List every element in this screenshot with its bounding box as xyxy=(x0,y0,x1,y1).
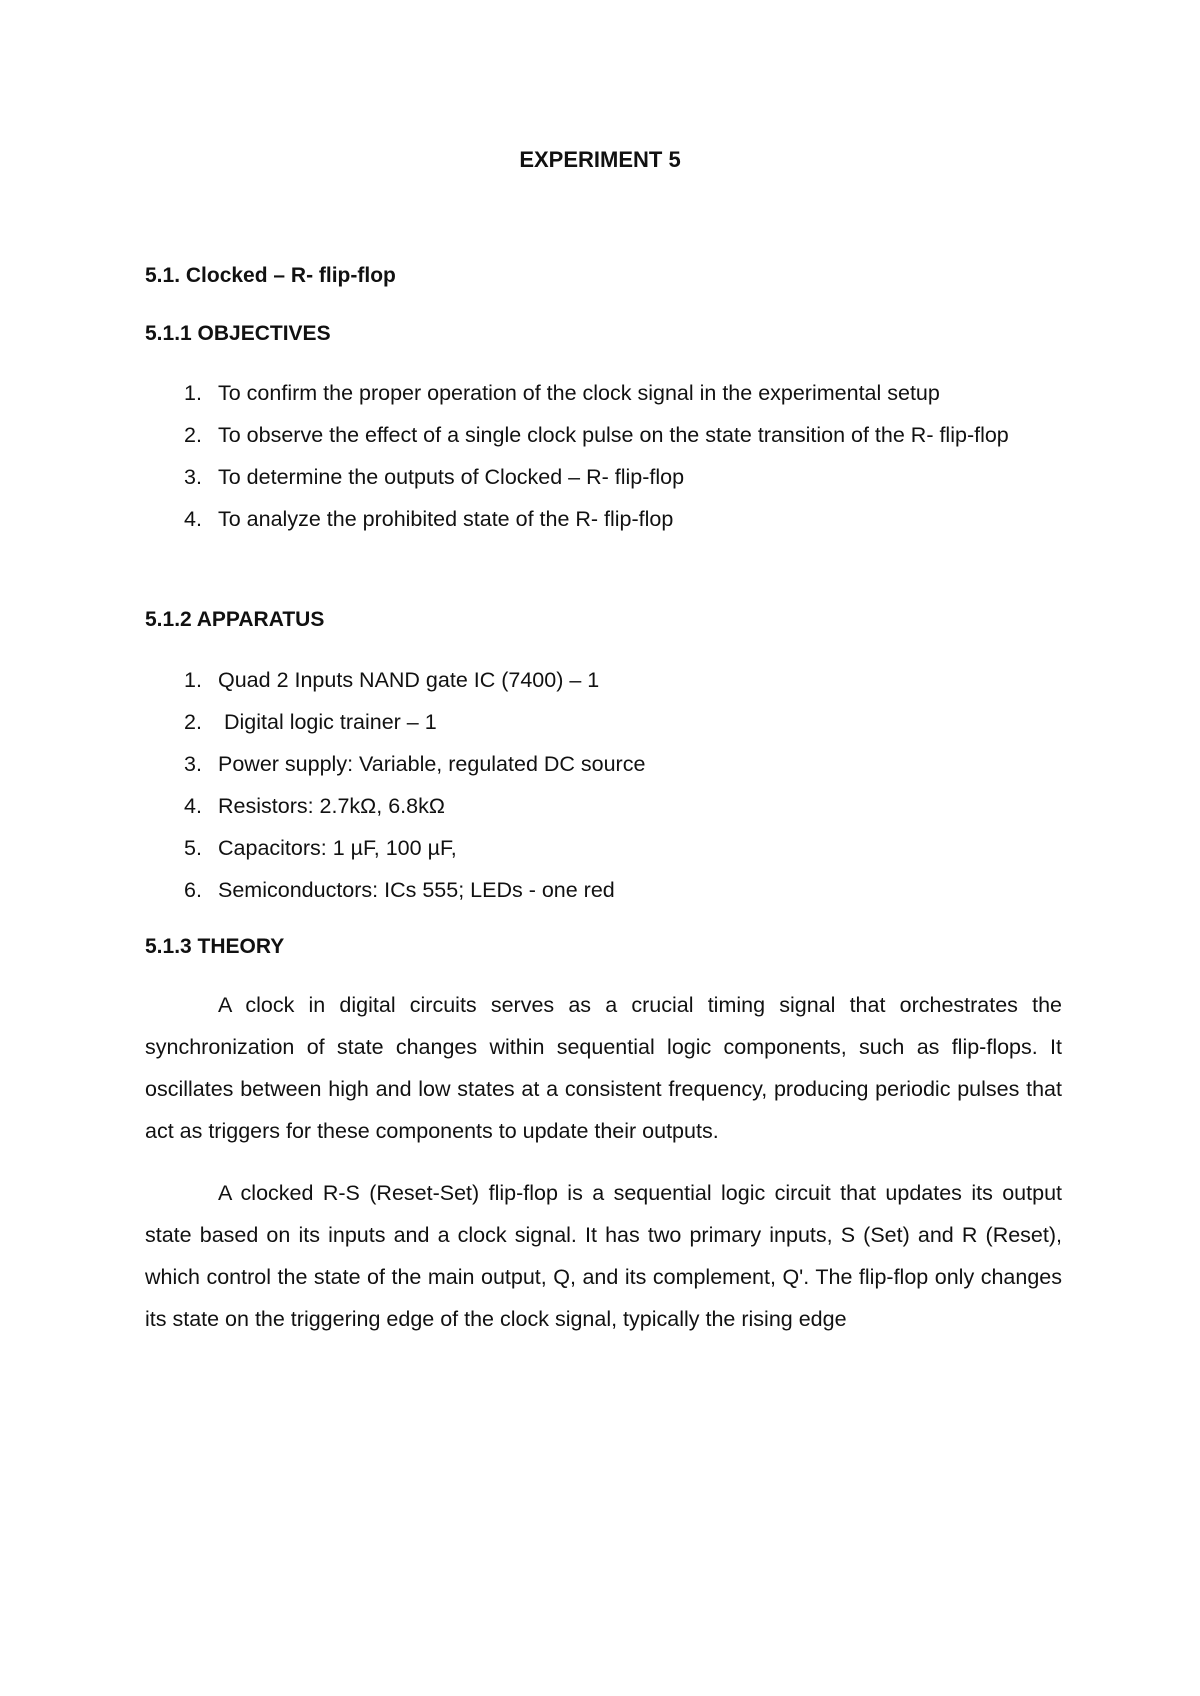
list-number: 1. xyxy=(184,668,202,692)
list-text: Semiconductors: ICs 555; LEDs - one red xyxy=(218,878,615,902)
list-number: 4. xyxy=(184,794,202,818)
list-text: Capacitors: 1 µF, 100 µF, xyxy=(218,836,457,860)
list-text: To observe the effect of a single clock pulse on the state transition of the R- flip-flop xyxy=(218,423,1009,447)
list-number: 4. xyxy=(184,507,202,531)
theory-paragraph-1: A clock in digital circuits serves as a crucial timing signal that orchestrates the synchronization of state changes within sequential logic components, such as flip-flops. It oscillates between high and low states at a consistent frequency, producing periodic pulses that act as triggers for these components to update their outputs. xyxy=(145,993,1062,1143)
list-item xyxy=(145,743,1065,785)
list-number: 1. xyxy=(184,381,202,405)
list-item xyxy=(145,456,1065,498)
objectives-list xyxy=(145,372,1065,540)
apparatus-list xyxy=(145,659,1065,911)
list-number: 3. xyxy=(184,752,202,776)
list-item xyxy=(145,414,1065,456)
apparatus-heading: 5.1.2 APPARATUS xyxy=(145,608,325,631)
list-number: 5. xyxy=(184,836,202,860)
list-item xyxy=(145,785,1065,827)
list-number: 6. xyxy=(184,878,202,902)
list-number: 2. xyxy=(184,423,202,447)
list-text: Quad 2 Inputs NAND gate IC (7400) – 1 xyxy=(218,668,600,692)
list-item xyxy=(145,659,1065,701)
objectives-heading: 5.1.1 OBJECTIVES xyxy=(145,322,331,345)
theory-paragraph-2: A clocked R-S (Reset-Set) flip-flop is a sequential logic circuit that updates its output state based on its inputs and a clock signal. It has two primary inputs, S (Set) and R (Reset), which control the state of the main output, Q, and its complement, Q'. The flip-flop only changes its state on the triggering edge of the clock signal, typically the rising edge xyxy=(145,1181,1062,1331)
list-text: Power supply: Variable, regulated DC source xyxy=(218,752,646,776)
list-item xyxy=(145,701,1065,743)
section-heading: 5.1. Clocked – R- flip-flop xyxy=(145,264,396,287)
page-title: EXPERIMENT 5 xyxy=(519,147,681,172)
list-item xyxy=(145,372,1065,414)
list-item xyxy=(145,869,1065,911)
list-text: Resistors: 2.7kΩ, 6.8kΩ xyxy=(218,794,445,818)
theory-heading: 5.1.3 THEORY xyxy=(145,935,285,958)
list-number: 2. xyxy=(184,710,202,734)
list-text: Digital logic trainer – 1 xyxy=(218,710,437,734)
list-text: To confirm the proper operation of the clock signal in the experimental setup xyxy=(218,381,940,405)
list-item xyxy=(145,827,1065,869)
list-text: To determine the outputs of Clocked – R- flip-flop xyxy=(218,465,685,489)
list-item xyxy=(145,498,1065,540)
list-text: To analyze the prohibited state of the R- flip-flop xyxy=(218,507,674,531)
list-number: 3. xyxy=(184,465,202,489)
